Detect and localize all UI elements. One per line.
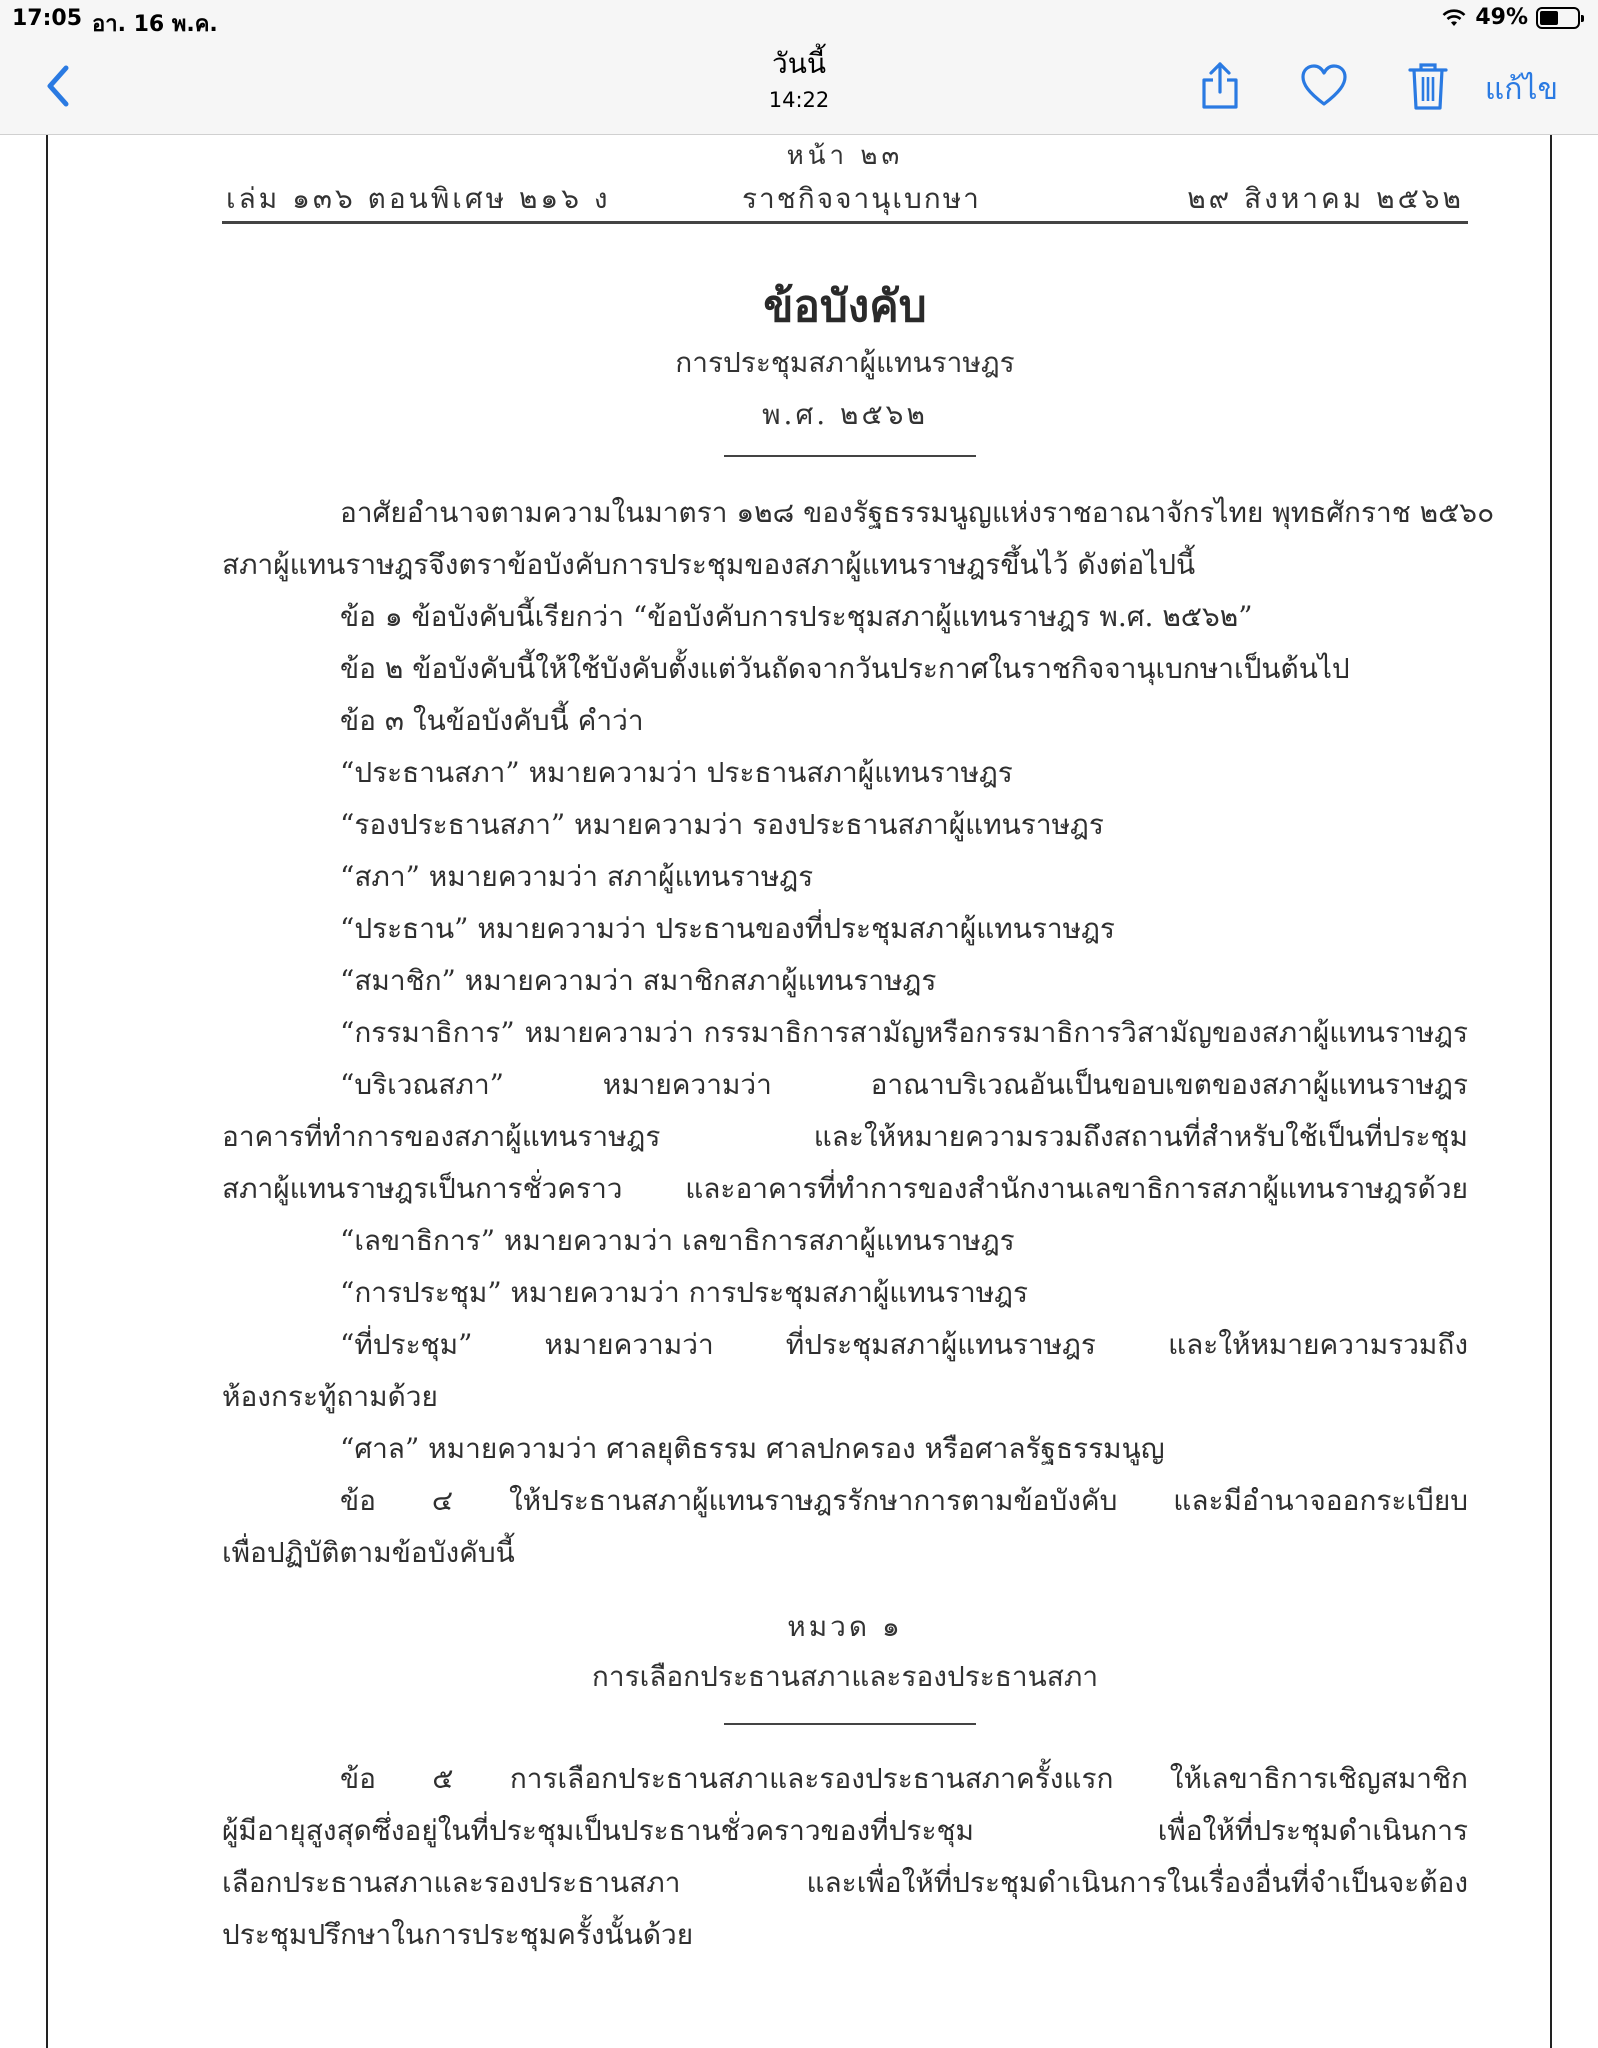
body-line: “รองประธานสภา” หมายความว่า รองประธานสภาผู้แทนราษฎร — [340, 808, 1104, 841]
document-subtitle: การประชุมสภาผู้แทนราษฎร — [675, 346, 1015, 379]
status-indicators — [1441, 5, 1580, 30]
section-title: การเลือกประธานสภาและรองประธานสภา — [591, 1660, 1099, 1693]
body-line: “การประชุม” หมายความว่า การประชุมสภาผู้แทนราษฎร — [340, 1276, 1028, 1309]
body-line: สภาผู้แทนราษฎรเป็นการชั่วคราว และอาคารที่ทำการของสำนักงานเลขาธิการสภาผู้แทนราษฎรด้วย — [222, 1172, 1468, 1205]
wifi-icon — [1441, 8, 1467, 28]
trash-icon[interactable] — [1402, 60, 1454, 112]
body-line: เลือกประธานสภาและรองประธานสภา และเพื่อให้ที่ประชุมดำเนินการในเรื่องอื่นที่จำเป็นจะต้อง — [222, 1866, 1468, 1899]
body-line: “กรรมาธิการ” หมายความว่า กรรมาธิการสามัญหรือกรรมาธิการวิสามัญของสภาผู้แทนราษฎร — [340, 1016, 1468, 1049]
document-year: พ.ศ. ๒๕๖๒ — [762, 398, 928, 431]
body-line: “บริเวณสภา” หมายความว่า อาณาบริเวณอันเป็นขอบเขตของสภาผู้แทนราษฎร — [340, 1068, 1468, 1101]
body-line: ข้อ ๑ ข้อบังคับนี้เรียกว่า “ข้อบังคับการประชุมสภาผู้แทนราษฎร พ.ศ. ๒๕๖๒” — [340, 600, 1253, 633]
body-line: ข้อ ๕ การเลือกประธานสภาและรองประธานสภาครั้งแรก ให้เลขาธิการเชิญสมาชิก — [340, 1762, 1468, 1795]
battery-percent: 49% — [1475, 5, 1528, 30]
header-volume: เล่ม ๑๓๖ ตอนพิเศษ ๒๑๖ ง — [226, 182, 611, 215]
status-date: อา. 16 พ.ค. — [92, 12, 218, 37]
body-line: “ประธานสภา” หมายความว่า ประธานสภาผู้แทนราษฎร — [340, 756, 1013, 789]
body-line: ประชุมปรึกษาในการประชุมครั้งนั้นด้วย — [222, 1918, 694, 1951]
body-line: “ศาล” หมายความว่า ศาลยุติธรรม ศาลปกครอง หรือศาลรัฐธรรมนูญ — [340, 1432, 1165, 1465]
body-line: ข้อ ๓ ในข้อบังคับนี้ คำว่า — [340, 704, 644, 737]
document-title: ข้อบังคับ — [763, 281, 927, 332]
body-line: สภาผู้แทนราษฎรจึงตราข้อบังคับการประชุมของสภาผู้แทนราษฎรขึ้นไว้ ดังต่อไปนี้ — [222, 548, 1196, 581]
section-divider — [724, 1723, 976, 1725]
status-bar — [0, 0, 1598, 38]
header-date: ๒๙ สิงหาคม ๒๕๖๒ — [1187, 182, 1464, 215]
status-time: 17:05 — [12, 6, 83, 31]
body-line: ผู้มีอายุสูงสุดซึ่งอยู่ในที่ประชุมเป็นประธานชั่วคราวของที่ประชุม เพื่อให้ที่ประชุมดำเนินการ — [222, 1814, 1468, 1847]
nav-title: วันนี้ — [771, 47, 826, 80]
body-line: “ประธาน” หมายความว่า ประธานของที่ประชุมสภาผู้แทนราษฎร — [340, 912, 1115, 945]
edit-button[interactable]: แก้ไข — [1484, 72, 1558, 107]
body-line: “เลขาธิการ” หมายความว่า เลขาธิการสภาผู้แทนราษฎร — [340, 1224, 1015, 1257]
share-icon[interactable] — [1194, 60, 1246, 112]
body-line: อาศัยอำนาจตามความในมาตรา ๑๒๘ ของรัฐธรรมนูญแห่งราชอาณาจักรไทย พุทธศักราช ๒๕๖๐ — [340, 496, 1495, 529]
battery-icon — [1536, 7, 1580, 29]
body-line: อาคารที่ทำการของสภาผู้แทนราษฎร และให้หมายความรวมถึงสถานที่สำหรับใช้เป็นที่ประชุม — [222, 1120, 1468, 1153]
title-divider — [724, 455, 976, 457]
section-number: หมวด ๑ — [787, 1610, 903, 1643]
body-line: “สมาชิก” หมายความว่า สมาชิกสภาผู้แทนราษฎร — [340, 964, 937, 997]
battery-level — [1540, 11, 1558, 25]
header-gazette: ราชกิจจานุเบกษา — [742, 182, 981, 215]
page-number: หน้า ๒๓ — [786, 141, 904, 171]
body-line: ข้อ ๒ ข้อบังคับนี้ให้ใช้บังคับตั้งแต่วันถัดจากวันประกาศในราชกิจจานุเบกษาเป็นต้นไป — [340, 652, 1350, 685]
navigation-bar — [0, 38, 1598, 135]
nav-subtitle: 14:22 — [768, 88, 830, 112]
body-line: ห้องกระทู้ถามด้วย — [222, 1380, 438, 1413]
gazette-header — [222, 177, 1468, 224]
body-line: เพื่อปฏิบัติตามข้อบังคับนี้ — [222, 1536, 515, 1569]
body-line: ข้อ ๔ ให้ประธานสภาผู้แทนราษฎรรักษาการตามข้อบังคับ และมีอำนาจออกระเบียบ — [340, 1484, 1468, 1517]
heart-icon[interactable] — [1298, 60, 1350, 112]
body-line: “ที่ประชุม” หมายความว่า ที่ประชุมสภาผู้แทนราษฎร และให้หมายความรวมถึง — [340, 1328, 1468, 1361]
body-line: “สภา” หมายความว่า สภาผู้แทนราษฎร — [340, 860, 814, 893]
